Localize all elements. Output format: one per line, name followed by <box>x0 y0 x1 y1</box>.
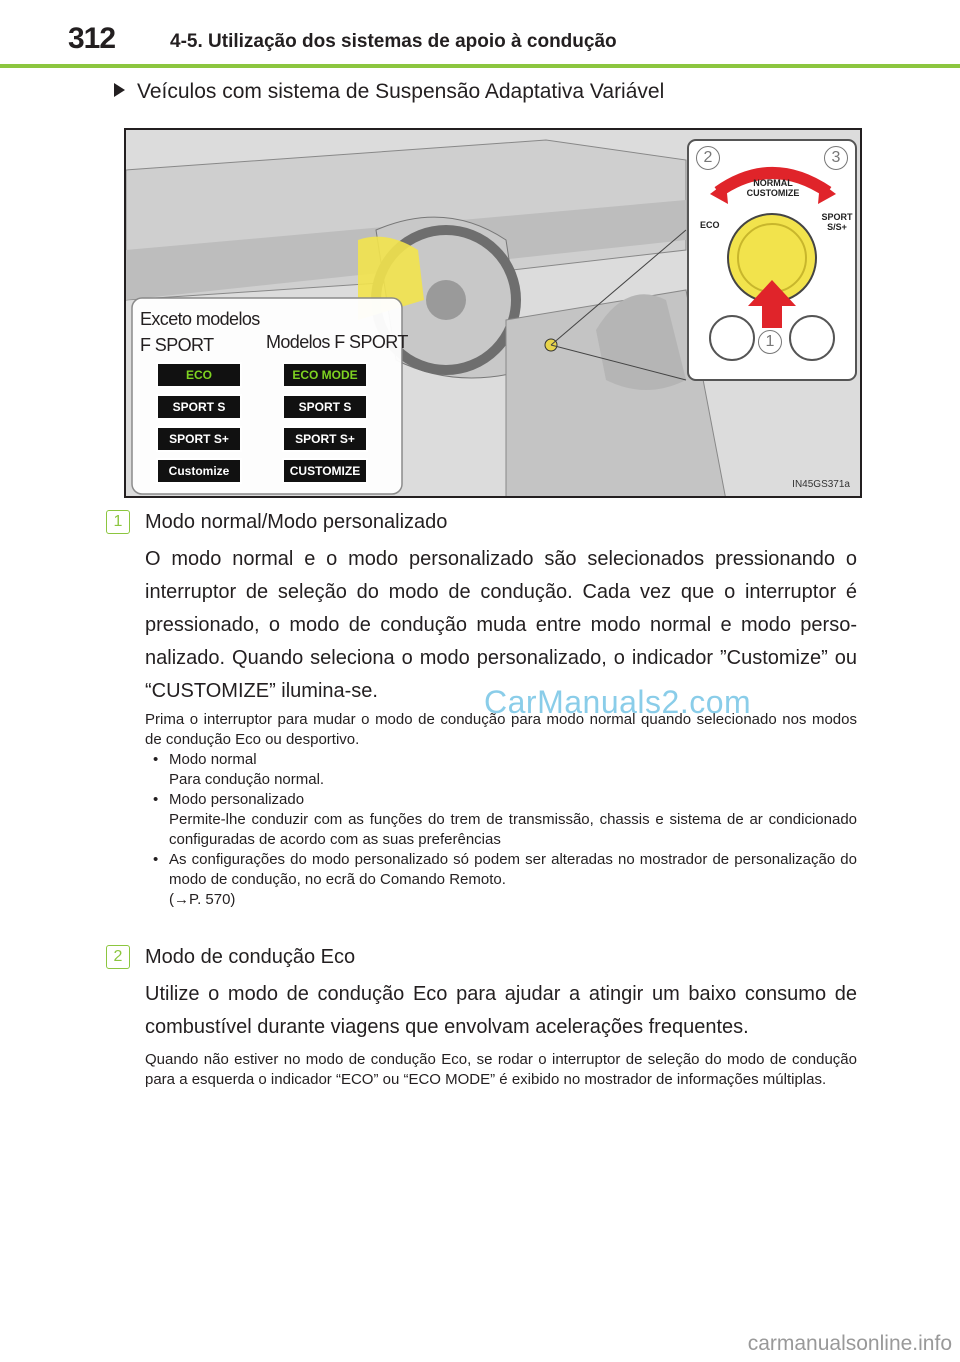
indicator-sport-s-fsport: SPORT S <box>282 394 368 420</box>
bullet-title: • Modo personalizado <box>169 791 305 808</box>
figure-callout-1: 1 <box>758 330 782 354</box>
variant-heading-text: Veículos com sistema de Suspensão Adaptativa Variável <box>137 80 665 103</box>
item-1-note <box>145 710 857 910</box>
indicator-sport-s-plus: SPORT S+ <box>156 426 242 452</box>
bullet-text: Para condução normal. <box>169 771 325 788</box>
header-divider <box>0 64 960 68</box>
bullet-title: • As configurações do modo personalizado só podem ser alteradas no mostrador de personalização do modo de condução, no ecrã do Comando Remoto. <box>169 851 857 888</box>
indicator-sport-s-plus-fsport: SPORT S+ <box>282 426 368 452</box>
item-2-note: Quando não estiver no modo de condução Eco, se rodar o interruptor de seleção do modo de condução para a esquerda o indicador “ECO” ou “ECO MODE” é exibido no mostrador de informações múltiplas. <box>145 1051 857 1088</box>
dashboard-illustration <box>124 128 862 498</box>
list-item <box>145 790 857 850</box>
list-item <box>145 750 857 790</box>
label-except-line1: Exceto modelos <box>140 309 260 329</box>
indicator-customize: Customize <box>156 458 242 484</box>
item-2-body: Utilize o modo de condução Eco para ajudar a atingir um baixo consumo de combustível durante viagens que envolvam acelerações frequentes. <box>145 983 857 1038</box>
indicator-eco-mode-fsport: ECO MODE <box>282 362 368 388</box>
figure-callout-3: 3 <box>824 146 848 170</box>
item-1-title: Modo normal/Modo personalizado <box>145 511 448 533</box>
variant-heading <box>114 80 664 104</box>
knob-label-normal: NORMAL CUSTOMIZE <box>746 178 800 198</box>
label-fsport-models: Modelos F SPORT <box>266 332 408 352</box>
indicator-customize-fsport: CUSTOMIZE <box>282 458 368 484</box>
bullet-text: Permite-lhe conduzir com as funções do trem de transmissão, chassis e sistema de ar condicionado configuradas de acordo com as suas preferências <box>169 811 857 848</box>
footer-watermark: carmanualsonline.info <box>747 1332 952 1355</box>
watermark-carmanuals2: CarManuals2.com <box>484 684 752 720</box>
item-1-body: O modo normal e o modo personalizado são selecionados pressionando o interruptor de seleção do modo de condução. Cada vez que o interruptor é pressionado, o modo de condução muda entre modo normal e modo perso-nalizado. Quando seleciona o modo personalizado, o indicador ”Customize” ou “CUSTOMIZE” ilumina-se. <box>145 548 857 702</box>
triangle-bullet-icon <box>114 83 125 97</box>
image-code: IN45GS371a <box>792 479 850 490</box>
indicator-eco: ECO <box>156 362 242 388</box>
indicator-sport-s: SPORT S <box>156 394 242 420</box>
label-except-line2: F SPORT <box>140 335 214 355</box>
bullet-title: • Modo normal <box>169 751 257 768</box>
page-number: 312 <box>68 22 116 55</box>
list-item <box>145 850 857 910</box>
item-2-title: Modo de condução Eco <box>145 946 356 968</box>
page-header <box>0 0 960 68</box>
label-except-fsport <box>140 306 260 358</box>
page-reference-link[interactable]: (→P. 570) <box>169 891 236 908</box>
figure-callout-2: 2 <box>696 146 720 170</box>
section-title: 4-5. Utilização dos sistemas de apoio à condução <box>170 31 617 52</box>
item-1-number-badge: 1 <box>106 510 130 534</box>
knob-label-sport: SPORT S/S+ <box>821 212 853 232</box>
item-1-note-intro: Prima o interruptor para mudar o modo de condução para modo normal quando selecionado nos modos de condução Eco ou desportivo. <box>145 711 857 748</box>
item-1-bullet-list <box>145 750 857 910</box>
knob-label-eco: ECO <box>700 220 720 230</box>
item-2-number-badge: 2 <box>106 945 130 969</box>
